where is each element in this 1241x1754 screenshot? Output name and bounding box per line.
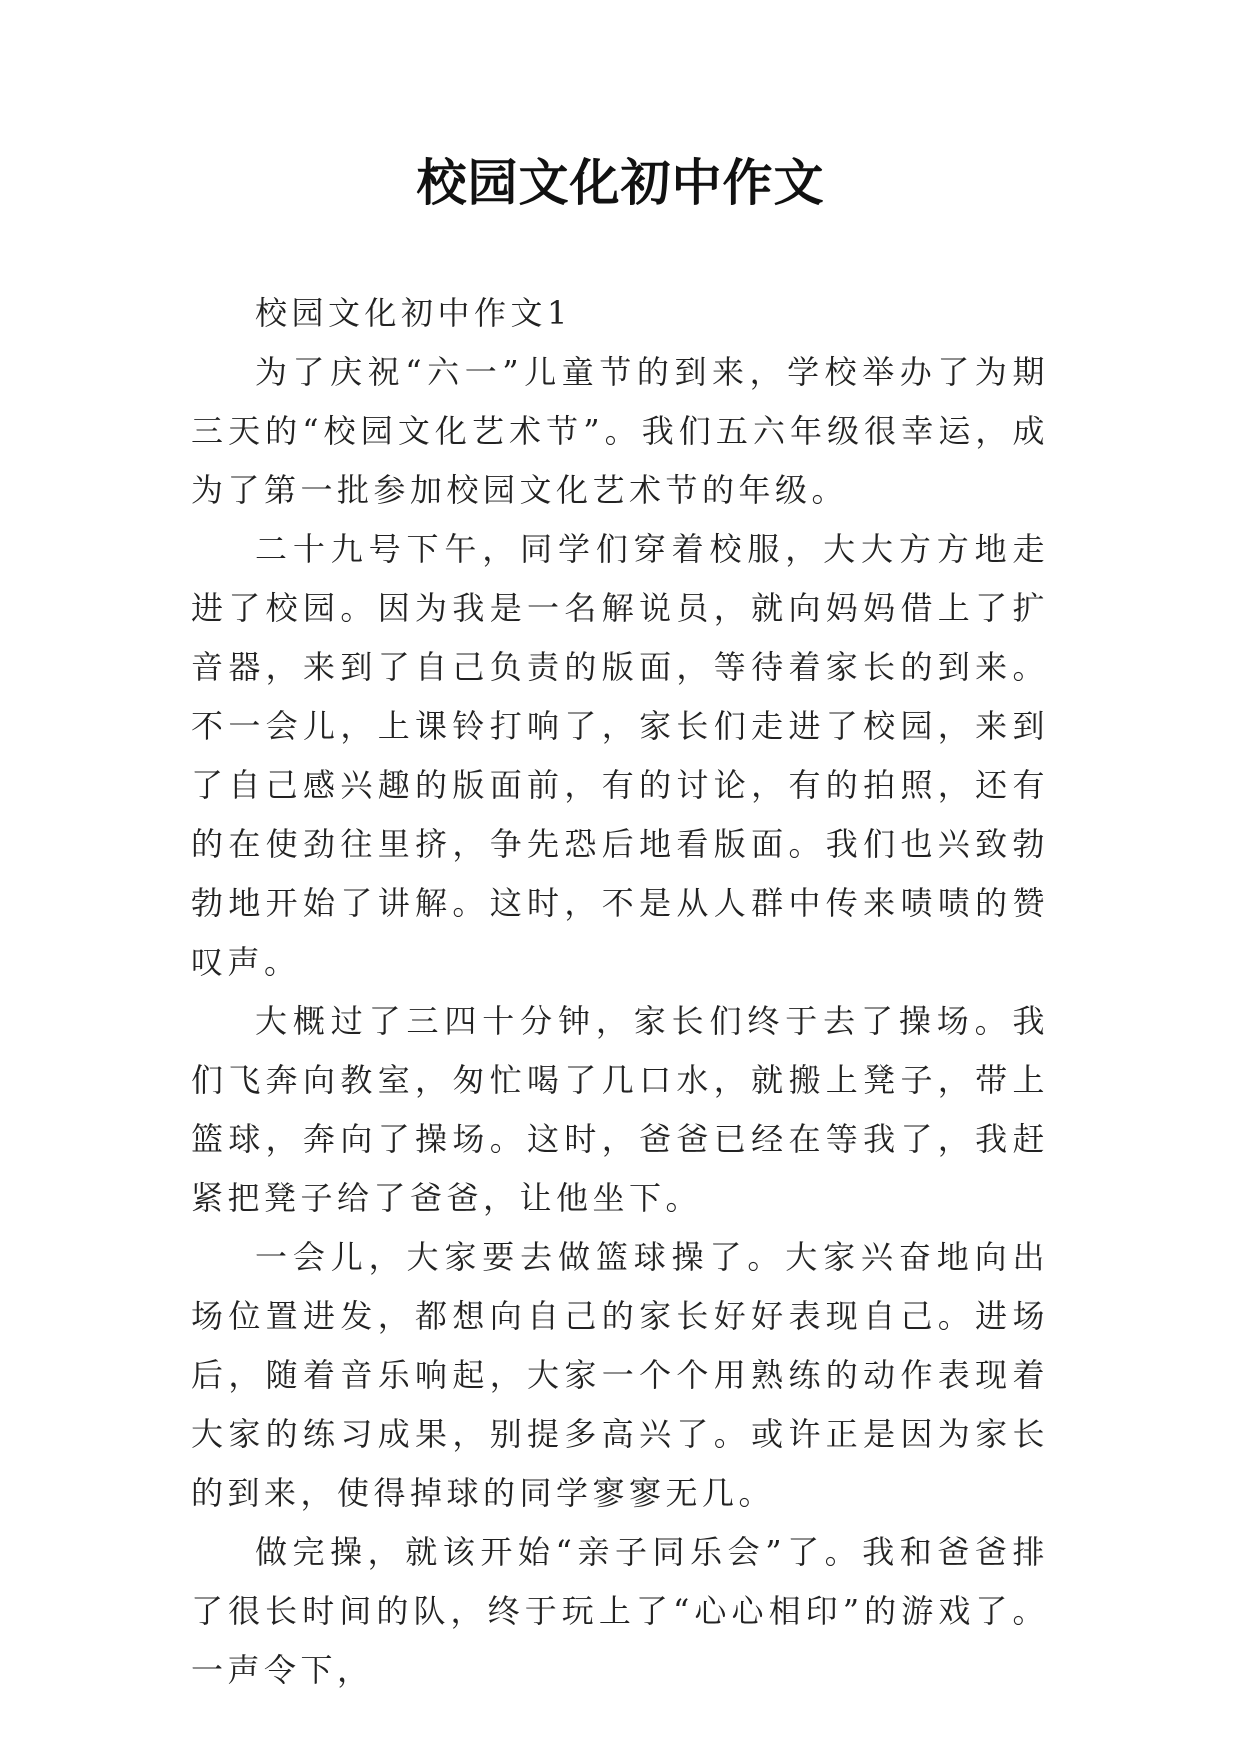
paragraph: 一会儿，大家要去做篮球操了。大家兴奋地向出场位置进发，都想向自己的家长好好表现自己。进场后，随着音乐响起，大家一个个用熟练的动作表现着大家的练习成果，别提多高兴了。或许正是因为家长的到来，使得掉球的同学寥寥无几。 [191, 1238, 1049, 1512]
document-body [191, 284, 1049, 1700]
essay-subtitle: 校园文化初中作文1 [255, 294, 572, 332]
paragraph: 为了庆祝“六一”儿童节的到来，学校举办了为期三天的“校园文化艺术节”。我们五六年级很幸运，成为了第一批参加校园文化艺术节的年级。 [191, 353, 1049, 509]
document-title: 校园文化初中作文 [416, 153, 825, 212]
paragraph: 大概过了三四十分钟，家长们终于去了操场。我们飞奔向教室，匆忙喝了几口水，就搬上凳子，带上篮球，奔向了操场。这时，爸爸已经在等我了，我赶紧把凳子给了爸爸，让他坐下。 [191, 1002, 1049, 1217]
paragraph: 做完操，就该开始“亲子同乐会”了。我和爸爸排了很长时间的队，终于玩上了“心心相印”的游戏了。一声令下， [191, 1533, 1049, 1689]
paragraph: 二十九号下午，同学们穿着校服，大大方方地走进了校园。因为我是一名解说员，就向妈妈借上了扩音器，来到了自己负责的版面，等待着家长的到来。不一会儿，上课铃打响了，家长们走进了校园，来到了自己感兴趣的版面前，有的讨论，有的拍照，还有的在使劲往里挤，争先恐后地看版面。我们也兴致勃勃地开始了讲解。这时，不是从人群中传来啧啧的赞叹声。 [191, 530, 1049, 981]
